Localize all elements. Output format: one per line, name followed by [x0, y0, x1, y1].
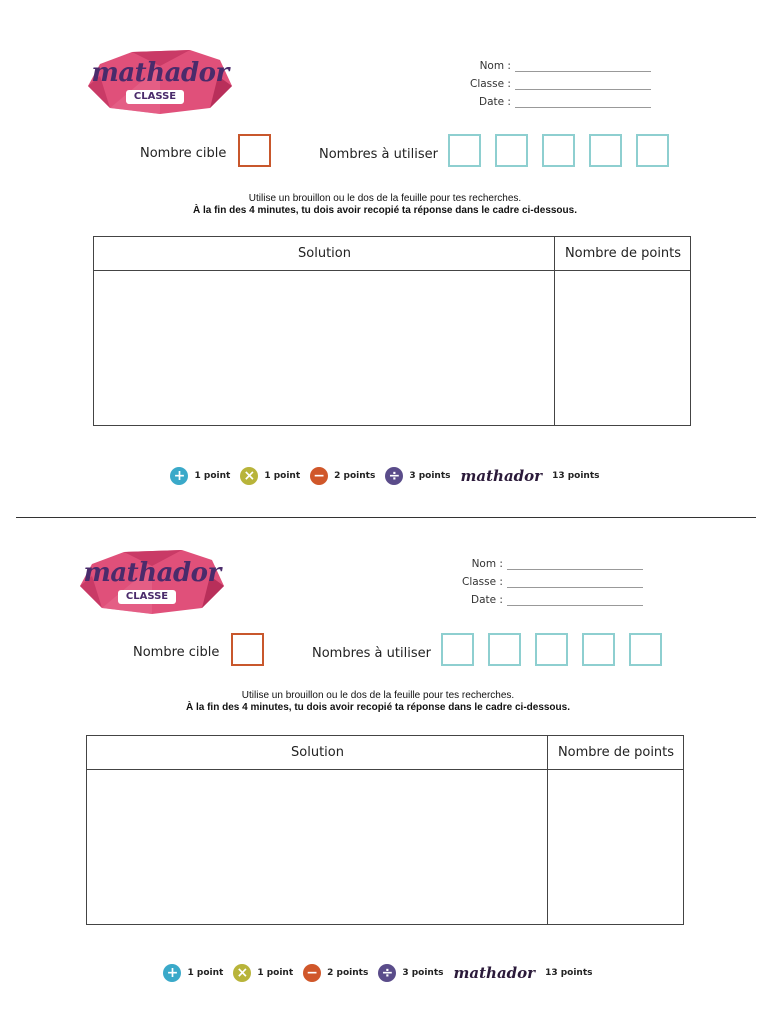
- times-icon: ×: [240, 467, 258, 485]
- divide-icon: ÷: [385, 467, 403, 485]
- worksheet-top: [0, 0, 770, 500]
- number-box-3[interactable]: [535, 633, 568, 666]
- nom-field[interactable]: [515, 63, 651, 72]
- minus-icon: −: [310, 467, 328, 485]
- times-icon: ×: [233, 964, 251, 982]
- number-box-1[interactable]: [441, 633, 474, 666]
- points-cell[interactable]: [555, 271, 690, 425]
- number-box-2[interactable]: [488, 633, 521, 666]
- divide-points: 3 points: [409, 471, 451, 481]
- divide-points: 3 points: [402, 968, 444, 978]
- logo-classe-tag: CLASSE: [118, 590, 176, 604]
- solution-cell[interactable]: [87, 770, 547, 924]
- number-box-1[interactable]: [448, 134, 481, 167]
- classe-field[interactable]: [507, 579, 643, 588]
- target-number-box[interactable]: [231, 633, 264, 666]
- answer-table: [86, 735, 684, 925]
- classe-label: Classe :: [470, 78, 511, 90]
- mathador-classe-logo: [72, 546, 232, 616]
- target-number-box[interactable]: [238, 134, 271, 167]
- classe-label: Classe :: [462, 576, 503, 588]
- solution-cell[interactable]: [94, 271, 554, 425]
- answer-table: [93, 236, 691, 426]
- mathador-brand: mathador: [460, 467, 543, 485]
- date-label: Date :: [478, 96, 511, 108]
- plus-points: 1 point: [194, 471, 231, 481]
- number-box-5[interactable]: [629, 633, 662, 666]
- target-number-label: Nombre cible: [140, 146, 227, 161]
- student-fields: [470, 54, 651, 108]
- mathador-points: 13 points: [552, 471, 600, 481]
- logo-wordmark: mathador: [83, 558, 221, 588]
- number-box-3[interactable]: [542, 134, 575, 167]
- instruction-line-2: À la fin des 4 minutes, tu dois avoir recopié ta réponse dans le cadre ci-dessous.: [192, 205, 577, 216]
- nom-label: Nom :: [479, 60, 511, 72]
- points-cell[interactable]: [548, 770, 683, 924]
- divide-icon: ÷: [378, 964, 396, 982]
- worksheet-bottom: [0, 500, 770, 1000]
- date-label: Date :: [470, 594, 503, 606]
- number-box-5[interactable]: [636, 134, 669, 167]
- number-box-4[interactable]: [582, 633, 615, 666]
- logo-classe-tag: CLASSE: [126, 90, 184, 104]
- plus-icon: +: [170, 467, 188, 485]
- plus-icon: +: [163, 964, 181, 982]
- minus-points: 2 points: [327, 968, 369, 978]
- instruction-line-2: À la fin des 4 minutes, tu dois avoir recopié ta réponse dans le cadre ci-dessous.: [185, 702, 570, 713]
- classe-field[interactable]: [515, 81, 651, 90]
- student-fields: [462, 552, 643, 606]
- date-field[interactable]: [507, 597, 643, 606]
- minus-icon: −: [303, 964, 321, 982]
- plus-points: 1 point: [187, 968, 224, 978]
- solution-header: Solution: [94, 237, 555, 271]
- numbers-to-use-label: Nombres à utiliser: [312, 646, 431, 661]
- instructions: [0, 193, 770, 217]
- instructions: [0, 690, 763, 714]
- mathador-points: 13 points: [545, 968, 593, 978]
- times-points: 1 point: [264, 471, 301, 481]
- target-number-label: Nombre cible: [133, 645, 220, 660]
- instruction-line-1: Utilise un brouillon ou le dos de la feuille pour tes recherches.: [241, 690, 515, 701]
- scoring-legend: [0, 467, 770, 485]
- points-header: Nombre de points: [548, 736, 684, 770]
- nom-label: Nom :: [471, 558, 503, 570]
- points-header: Nombre de points: [555, 237, 691, 271]
- times-points: 1 point: [257, 968, 294, 978]
- date-field[interactable]: [515, 99, 651, 108]
- logo-wordmark: mathador: [91, 58, 229, 88]
- nom-field[interactable]: [507, 561, 643, 570]
- minus-points: 2 points: [334, 471, 376, 481]
- instruction-line-1: Utilise un brouillon ou le dos de la feuille pour tes recherches.: [248, 193, 522, 204]
- numbers-to-use-label: Nombres à utiliser: [319, 147, 438, 162]
- scoring-legend: [0, 964, 763, 982]
- solution-header: Solution: [87, 736, 548, 770]
- number-box-4[interactable]: [589, 134, 622, 167]
- mathador-classe-logo: [80, 46, 240, 116]
- mathador-brand: mathador: [453, 964, 536, 982]
- number-box-2[interactable]: [495, 134, 528, 167]
